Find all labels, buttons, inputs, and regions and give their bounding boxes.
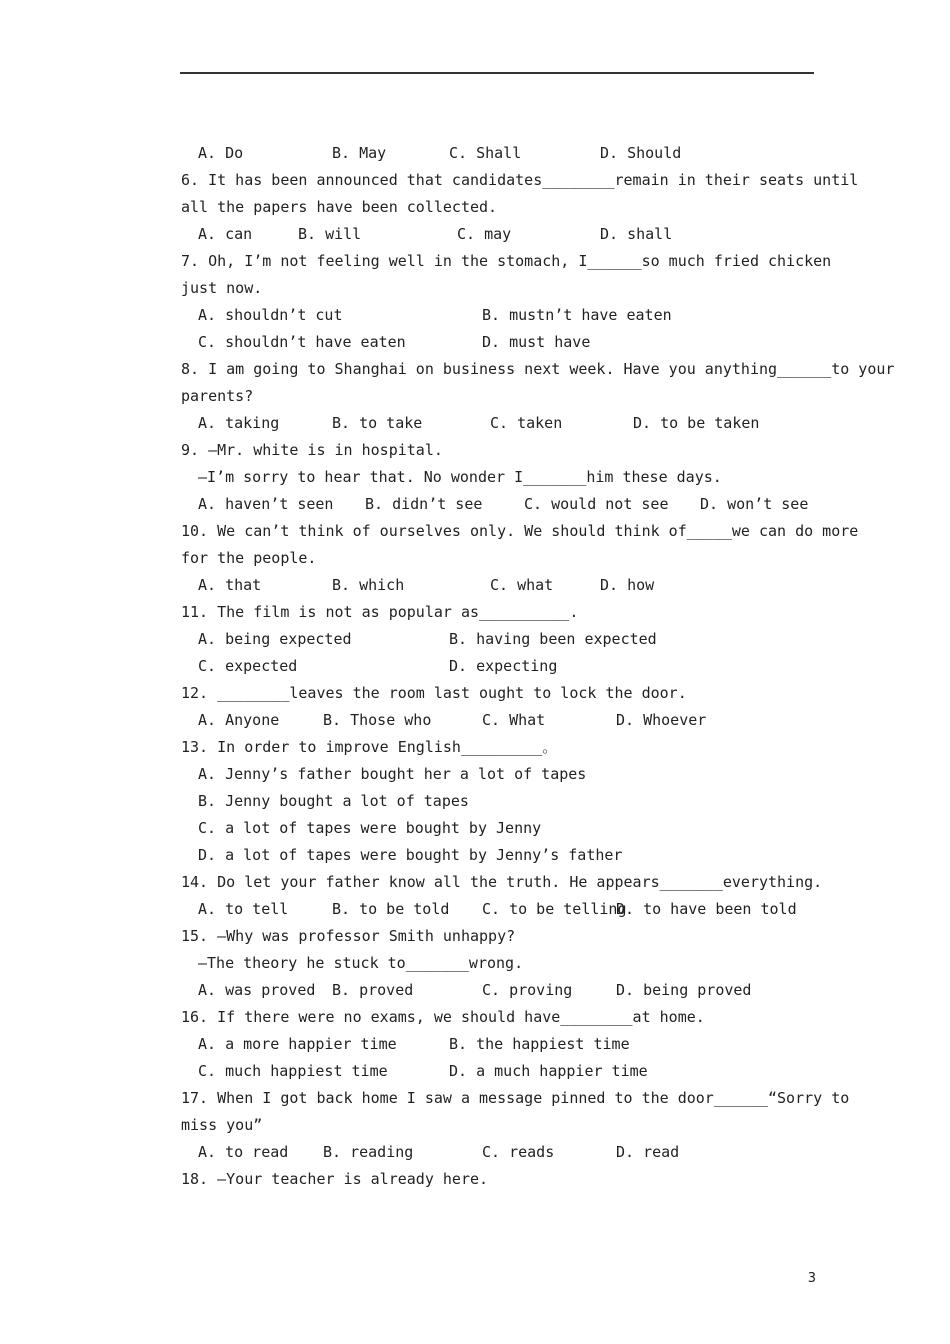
question-6-text: 6. It has been announced that candidates________remain in their seats until (181, 171, 859, 189)
option-c[interactable]: C. What (482, 711, 546, 729)
header-rule (180, 72, 814, 74)
option-b[interactable]: B. the happiest time (449, 1035, 630, 1053)
question-6-text-cont: all the papers have been collected. (181, 198, 498, 216)
option-a[interactable]: A. can (198, 225, 253, 243)
option-d[interactable]: D. to have been told (616, 900, 797, 918)
question-14-text: 14. Do let your father know all the truth. He appears_______everything. (181, 873, 823, 891)
option-d[interactable]: D. shall (600, 225, 673, 243)
options-row-q16a (198, 1031, 815, 1058)
option-b[interactable]: B. proved (332, 981, 414, 999)
options-row-q14 (198, 896, 815, 923)
question-16-text: 16. If there were no exams, we should have________at home. (181, 1008, 705, 1026)
option-a[interactable]: A. haven’t seen (198, 495, 334, 513)
option-b[interactable]: B. will (298, 225, 362, 243)
options-row-q10 (198, 572, 815, 599)
option-c[interactable]: C. Shall (449, 144, 522, 162)
options-row-q12 (198, 707, 815, 734)
question-8-text: 8. I am going to Shanghai on business next week. Have you anything______to your (181, 360, 895, 378)
question-13-text: 13. In order to improve English_________。 (181, 738, 558, 756)
options-row-q9 (198, 491, 815, 518)
option-c[interactable]: C. reads (482, 1143, 555, 1161)
option-a[interactable]: A. to read (198, 1143, 289, 1161)
options-row-q11b (198, 653, 815, 680)
option-a[interactable]: A. Do (198, 144, 244, 162)
options-row-q7b (198, 329, 815, 356)
option-b[interactable]: B. which (332, 576, 405, 594)
options-row-q16b (198, 1058, 815, 1085)
page-number: 3 (807, 1271, 816, 1286)
question-17-text-cont: miss you” (181, 1116, 263, 1134)
question-7-text-cont: just now. (181, 279, 263, 297)
question-17-text: 17. When I got back home I saw a message pinned to the door______“Sorry to (181, 1089, 850, 1107)
option-b[interactable]: B. mustn’t have eaten (482, 306, 672, 324)
option-d[interactable]: D. Should (600, 144, 682, 162)
options-row-q7a (198, 302, 815, 329)
question-9-reply: —I’m sorry to hear that. No wonder I_______him these days. (198, 468, 722, 486)
option-a[interactable]: A. that (198, 576, 262, 594)
option-c[interactable]: C. shouldn’t have eaten (198, 333, 406, 351)
option-b[interactable]: B. Those who (323, 711, 432, 729)
option-b[interactable]: B. May (332, 144, 387, 162)
option-a[interactable]: A. a more happier time (198, 1035, 397, 1053)
option-a[interactable]: A. was proved (198, 981, 316, 999)
question-9-text: 9. —Mr. white is in hospital. (181, 441, 443, 459)
option-c[interactable]: C. a lot of tapes were bought by Jenny (198, 819, 542, 837)
option-d[interactable]: D. won’t see (700, 495, 809, 513)
options-row-q5 (198, 140, 815, 167)
question-10-text: 10. We can’t think of ourselves only. We should think of_____we can do more (181, 522, 859, 540)
option-c[interactable]: C. may (457, 225, 512, 243)
option-d[interactable]: D. a much happier time (449, 1062, 648, 1080)
option-c[interactable]: C. taken (490, 414, 563, 432)
option-a[interactable]: A. to tell (198, 900, 289, 918)
options-row-q6 (198, 221, 815, 248)
option-c[interactable]: C. what (490, 576, 554, 594)
options-row-q11a (198, 626, 815, 653)
option-b[interactable]: B. to take (332, 414, 423, 432)
question-11-text: 11. The film is not as popular as__________. (181, 603, 579, 621)
option-d[interactable]: D. must have (482, 333, 591, 351)
option-c[interactable]: C. proving (482, 981, 573, 999)
option-a[interactable]: A. shouldn’t cut (198, 306, 343, 324)
option-d[interactable]: D. to be taken (633, 414, 760, 432)
question-18-text: 18. —Your teacher is already here. (181, 1170, 489, 1188)
options-row-q8 (198, 410, 815, 437)
option-b[interactable]: B. reading (323, 1143, 414, 1161)
option-b[interactable]: B. to be told (332, 900, 450, 918)
question-15-text: 15. —Why was professor Smith unhappy? (181, 927, 516, 945)
option-b[interactable]: B. having been expected (449, 630, 657, 648)
option-b[interactable]: B. didn’t see (365, 495, 483, 513)
option-c[interactable]: C. would not see (524, 495, 669, 513)
option-d[interactable]: D. read (616, 1143, 680, 1161)
question-7-text: 7. Oh, I’m not feeling well in the stomach, I______so much fried chicken (181, 252, 832, 270)
option-d[interactable]: D. how (600, 576, 655, 594)
options-row-q17 (198, 1139, 815, 1166)
option-c[interactable]: C. expected (198, 657, 298, 675)
option-a[interactable]: A. taking (198, 414, 280, 432)
option-b[interactable]: B. Jenny bought a lot of tapes (198, 792, 469, 810)
option-a[interactable]: A. being expected (198, 630, 352, 648)
question-12-text: 12. ________leaves the room last ought to lock the door. (181, 684, 687, 702)
option-d[interactable]: D. expecting (449, 657, 558, 675)
question-15-reply: —The theory he stuck to_______wrong. (198, 954, 524, 972)
option-a[interactable]: A. Jenny’s father bought her a lot of tapes (198, 765, 587, 783)
options-row-q15 (198, 977, 815, 1004)
question-8-text-cont: parents? (181, 387, 254, 405)
option-c[interactable]: C. to be telling (482, 900, 627, 918)
question-10-text-cont: for the people. (181, 549, 317, 567)
option-a[interactable]: A. Anyone (198, 711, 280, 729)
option-d[interactable]: D. Whoever (616, 711, 707, 729)
option-d[interactable]: D. being proved (616, 981, 752, 999)
option-d[interactable]: D. a lot of tapes were bought by Jenny’s father (198, 846, 623, 864)
option-c[interactable]: C. much happiest time (198, 1062, 388, 1080)
